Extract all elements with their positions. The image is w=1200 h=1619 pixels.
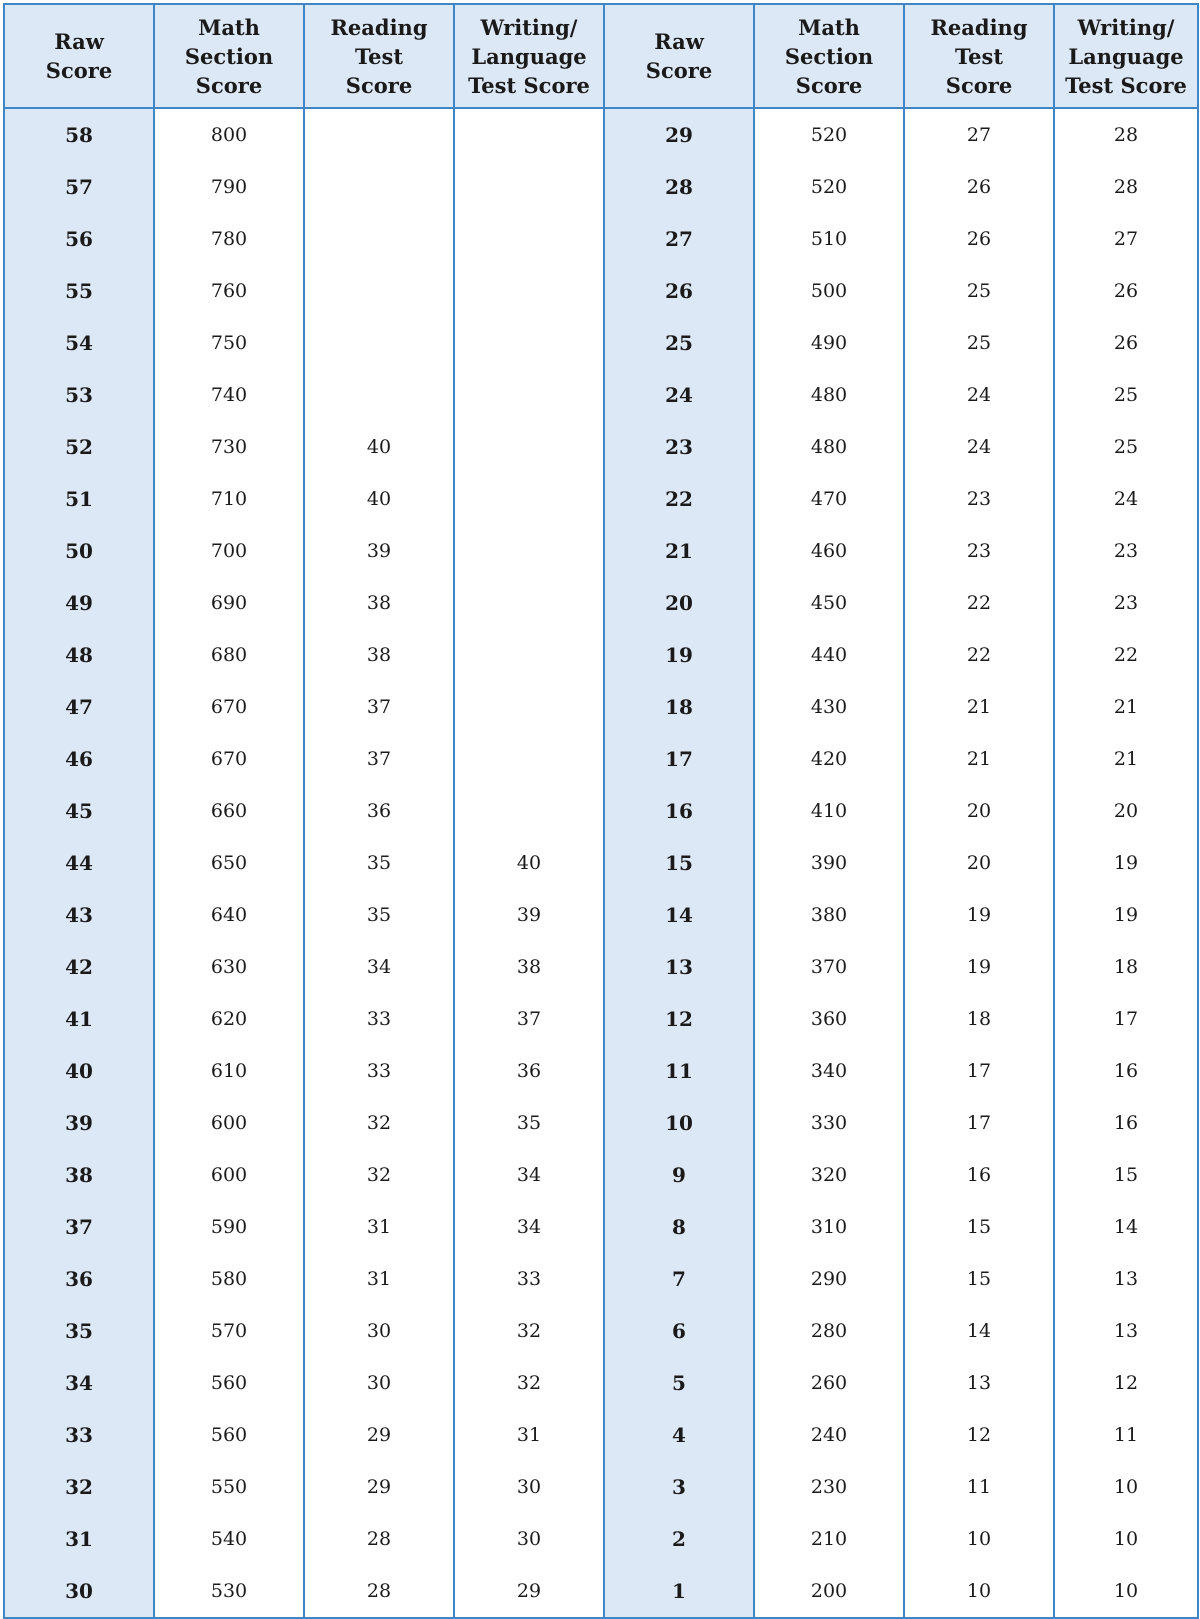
writing-language-test-score-cell (454, 317, 604, 369)
writing-language-test-score-cell: 16 (1054, 1097, 1198, 1149)
table-row (4, 1409, 1198, 1461)
table-row (4, 1513, 1198, 1565)
raw-score-cell: 6 (604, 1305, 754, 1357)
reading-test-score-cell: 23 (904, 473, 1054, 525)
reading-test-score-cell: 15 (904, 1253, 1054, 1305)
math-section-score-cell: 370 (754, 941, 904, 993)
writing-language-test-score-cell: 21 (1054, 733, 1198, 785)
math-section-score-cell: 780 (154, 213, 304, 265)
writing-language-test-score-cell: 25 (1054, 369, 1198, 421)
reading-test-score-cell: 21 (904, 681, 1054, 733)
raw-score-cell: 51 (4, 473, 154, 525)
reading-test-score-cell: 38 (304, 629, 454, 681)
reading-test-score-cell: 12 (904, 1409, 1054, 1461)
reading-test-score-cell: 31 (304, 1201, 454, 1253)
table-body (4, 108, 1198, 1618)
raw-score-cell: 44 (4, 837, 154, 889)
writing-language-test-score-cell (454, 265, 604, 317)
reading-test-score-header-left (304, 4, 454, 108)
raw-score-cell: 50 (4, 525, 154, 577)
writing-language-test-score-cell: 39 (454, 889, 604, 941)
math-section-score-cell: 710 (154, 473, 304, 525)
writing-language-test-score-cell: 25 (1054, 421, 1198, 473)
table-row (4, 473, 1198, 525)
header-line: Score (345, 72, 413, 98)
math-section-score-cell: 560 (154, 1409, 304, 1461)
header-line: Test (954, 43, 1004, 69)
raw-score-cell: 46 (4, 733, 154, 785)
reading-test-score-cell: 40 (304, 421, 454, 473)
reading-test-score-cell (304, 265, 454, 317)
writing-language-test-score-cell: 19 (1054, 889, 1198, 941)
reading-test-score-cell: 19 (904, 889, 1054, 941)
reading-test-score-cell: 29 (304, 1461, 454, 1513)
table-row (4, 525, 1198, 577)
writing-language-test-score-cell: 26 (1054, 317, 1198, 369)
math-section-score-cell: 480 (754, 421, 904, 473)
math-section-score-cell: 200 (754, 1565, 904, 1618)
writing-language-test-score-header-right (1054, 4, 1198, 108)
reading-test-score-cell: 22 (904, 629, 1054, 681)
math-section-score-cell: 230 (754, 1461, 904, 1513)
header-line: Reading (330, 14, 428, 40)
reading-test-score-cell: 30 (304, 1357, 454, 1409)
writing-language-test-score-cell (454, 369, 604, 421)
raw-score-header-left (4, 4, 154, 108)
table-row (4, 577, 1198, 629)
raw-score-cell: 26 (604, 265, 754, 317)
reading-test-score-cell: 10 (904, 1513, 1054, 1565)
header-line: Score (645, 58, 713, 83)
raw-score-cell: 29 (604, 108, 754, 161)
writing-language-test-score-cell (454, 733, 604, 785)
math-section-score-cell: 360 (754, 993, 904, 1045)
writing-language-test-score-cell: 26 (1054, 265, 1198, 317)
raw-score-cell: 11 (604, 1045, 754, 1097)
reading-test-score-cell: 38 (304, 577, 454, 629)
raw-score-cell: 39 (4, 1097, 154, 1149)
raw-score-cell: 1 (604, 1565, 754, 1618)
table-row (4, 213, 1198, 265)
math-section-score-cell: 650 (154, 837, 304, 889)
raw-score-cell: 41 (4, 993, 154, 1045)
reading-test-score-cell: 24 (904, 421, 1054, 473)
header-line: Score (195, 72, 263, 98)
reading-test-score-cell: 28 (304, 1513, 454, 1565)
writing-language-test-score-cell (454, 421, 604, 473)
writing-language-test-score-cell: 10 (1054, 1513, 1198, 1565)
reading-test-score-cell: 18 (904, 993, 1054, 1045)
raw-score-cell: 55 (4, 265, 154, 317)
table-row (4, 1565, 1198, 1618)
math-section-score-cell: 600 (154, 1097, 304, 1149)
math-section-score-cell: 570 (154, 1305, 304, 1357)
writing-language-test-score-cell (454, 785, 604, 837)
math-section-score-cell: 380 (754, 889, 904, 941)
writing-language-test-score-cell: 13 (1054, 1253, 1198, 1305)
writing-language-test-score-cell: 27 (1054, 213, 1198, 265)
writing-language-test-score-cell: 38 (454, 941, 604, 993)
header-line: Language (1068, 43, 1184, 69)
reading-test-score-cell: 26 (904, 213, 1054, 265)
raw-score-cell: 16 (604, 785, 754, 837)
math-section-score-cell: 490 (754, 317, 904, 369)
raw-score-cell: 15 (604, 837, 754, 889)
math-section-score-cell: 280 (754, 1305, 904, 1357)
table-row (4, 369, 1198, 421)
raw-score-cell: 24 (604, 369, 754, 421)
table-row (4, 993, 1198, 1045)
math-section-score-cell: 420 (754, 733, 904, 785)
raw-score-cell: 35 (4, 1305, 154, 1357)
table-row (4, 785, 1198, 837)
header-line: Language (471, 43, 587, 69)
reading-test-score-cell: 15 (904, 1201, 1054, 1253)
raw-score-cell: 32 (4, 1461, 154, 1513)
raw-score-cell: 47 (4, 681, 154, 733)
reading-test-score-cell: 16 (904, 1149, 1054, 1201)
math-section-score-cell: 480 (754, 369, 904, 421)
reading-test-score-cell: 29 (304, 1409, 454, 1461)
reading-test-score-cell (304, 317, 454, 369)
math-section-score-cell: 750 (154, 317, 304, 369)
math-section-score-cell: 540 (154, 1513, 304, 1565)
math-section-score-cell: 590 (154, 1201, 304, 1253)
reading-test-score-cell: 25 (904, 265, 1054, 317)
math-section-score-cell: 410 (754, 785, 904, 837)
writing-language-test-score-cell: 14 (1054, 1201, 1198, 1253)
table-row (4, 733, 1198, 785)
table-row (4, 941, 1198, 993)
math-section-score-cell: 560 (154, 1357, 304, 1409)
writing-language-test-score-cell (454, 681, 604, 733)
math-section-score-cell: 430 (754, 681, 904, 733)
math-section-score-cell: 550 (154, 1461, 304, 1513)
writing-language-test-score-cell (454, 108, 604, 161)
math-section-score-cell: 610 (154, 1045, 304, 1097)
math-section-score-cell: 520 (754, 161, 904, 213)
header-line: Score (945, 72, 1013, 98)
math-section-score-cell: 500 (754, 265, 904, 317)
raw-score-cell: 36 (4, 1253, 154, 1305)
writing-language-test-score-cell: 11 (1054, 1409, 1198, 1461)
math-section-score-cell: 580 (154, 1253, 304, 1305)
reading-test-score-cell: 22 (904, 577, 1054, 629)
header-line: Raw (654, 29, 704, 54)
reading-test-score-cell: 11 (904, 1461, 1054, 1513)
raw-score-cell: 18 (604, 681, 754, 733)
writing-language-test-score-cell (454, 161, 604, 213)
raw-score-cell: 33 (4, 1409, 154, 1461)
raw-score-cell: 21 (604, 525, 754, 577)
header-line: Math (798, 14, 860, 40)
math-section-score-cell: 740 (154, 369, 304, 421)
header-line: Math (198, 14, 260, 40)
raw-score-cell: 2 (604, 1513, 754, 1565)
table-row (4, 1305, 1198, 1357)
reading-test-score-cell: 25 (904, 317, 1054, 369)
raw-score-cell: 9 (604, 1149, 754, 1201)
math-section-score-cell: 460 (754, 525, 904, 577)
header-line: Score (45, 58, 113, 83)
reading-test-score-cell: 39 (304, 525, 454, 577)
raw-score-cell: 4 (604, 1409, 754, 1461)
writing-language-test-score-cell: 35 (454, 1097, 604, 1149)
score-conversion-table (3, 3, 1199, 1619)
table-row (4, 629, 1198, 681)
reading-test-score-cell (304, 213, 454, 265)
math-section-score-cell: 440 (754, 629, 904, 681)
reading-test-score-cell: 33 (304, 1045, 454, 1097)
reading-test-score-cell: 21 (904, 733, 1054, 785)
table-header (4, 4, 1198, 108)
reading-test-score-cell: 20 (904, 837, 1054, 889)
table-row (4, 1149, 1198, 1201)
raw-score-cell: 34 (4, 1357, 154, 1409)
math-section-score-cell: 510 (754, 213, 904, 265)
writing-language-test-score-cell: 21 (1054, 681, 1198, 733)
raw-score-cell: 22 (604, 473, 754, 525)
raw-score-cell: 5 (604, 1357, 754, 1409)
math-section-score-header-right (754, 4, 904, 108)
writing-language-test-score-cell (454, 525, 604, 577)
raw-score-cell: 28 (604, 161, 754, 213)
table-row (4, 1357, 1198, 1409)
writing-language-test-score-cell: 28 (1054, 108, 1198, 161)
reading-test-score-cell: 35 (304, 889, 454, 941)
math-section-score-cell: 260 (754, 1357, 904, 1409)
header-line: Raw (54, 29, 104, 54)
writing-language-test-score-cell: 12 (1054, 1357, 1198, 1409)
reading-test-score-cell: 37 (304, 681, 454, 733)
writing-language-test-score-cell: 18 (1054, 941, 1198, 993)
math-section-score-cell: 730 (154, 421, 304, 473)
reading-test-score-cell: 10 (904, 1565, 1054, 1618)
reading-test-score-cell: 33 (304, 993, 454, 1045)
math-section-score-cell: 680 (154, 629, 304, 681)
reading-test-score-cell: 37 (304, 733, 454, 785)
raw-score-cell: 48 (4, 629, 154, 681)
math-section-score-cell: 330 (754, 1097, 904, 1149)
table-row (4, 265, 1198, 317)
writing-language-test-score-cell (454, 473, 604, 525)
raw-score-cell: 10 (604, 1097, 754, 1149)
reading-test-score-cell (304, 161, 454, 213)
raw-score-cell: 45 (4, 785, 154, 837)
writing-language-test-score-cell: 40 (454, 837, 604, 889)
raw-score-header-right (604, 4, 754, 108)
writing-language-test-score-cell: 32 (454, 1305, 604, 1357)
table-row (4, 1045, 1198, 1097)
writing-language-test-score-cell: 10 (1054, 1565, 1198, 1618)
writing-language-test-score-cell: 36 (454, 1045, 604, 1097)
writing-language-test-score-cell: 10 (1054, 1461, 1198, 1513)
math-section-score-cell: 760 (154, 265, 304, 317)
header-row (4, 4, 1198, 108)
math-section-score-cell: 670 (154, 681, 304, 733)
raw-score-cell: 43 (4, 889, 154, 941)
raw-score-cell: 7 (604, 1253, 754, 1305)
raw-score-cell: 14 (604, 889, 754, 941)
table-row (4, 317, 1198, 369)
raw-score-cell: 37 (4, 1201, 154, 1253)
math-section-score-cell: 600 (154, 1149, 304, 1201)
writing-language-test-score-cell (454, 629, 604, 681)
reading-test-score-cell: 34 (304, 941, 454, 993)
reading-test-score-cell: 31 (304, 1253, 454, 1305)
math-section-score-cell: 240 (754, 1409, 904, 1461)
raw-score-cell: 30 (4, 1565, 154, 1618)
writing-language-test-score-cell: 20 (1054, 785, 1198, 837)
reading-test-score-cell: 36 (304, 785, 454, 837)
math-section-score-cell: 530 (154, 1565, 304, 1618)
header-line: Reading (930, 14, 1028, 40)
writing-language-test-score-cell: 13 (1054, 1305, 1198, 1357)
writing-language-test-score-cell: 34 (454, 1201, 604, 1253)
raw-score-cell: 19 (604, 629, 754, 681)
raw-score-cell: 58 (4, 108, 154, 161)
table-row (4, 889, 1198, 941)
raw-score-cell: 54 (4, 317, 154, 369)
raw-score-cell: 3 (604, 1461, 754, 1513)
math-section-score-cell: 670 (154, 733, 304, 785)
writing-language-test-score-cell: 24 (1054, 473, 1198, 525)
table-row (4, 681, 1198, 733)
table-row (4, 1253, 1198, 1305)
reading-test-score-cell (304, 108, 454, 161)
raw-score-cell: 17 (604, 733, 754, 785)
header-line: Section (184, 43, 274, 69)
math-section-score-cell: 640 (154, 889, 304, 941)
writing-language-test-score-cell: 23 (1054, 525, 1198, 577)
math-section-score-cell: 800 (154, 108, 304, 161)
math-section-score-cell: 290 (754, 1253, 904, 1305)
writing-language-test-score-cell: 33 (454, 1253, 604, 1305)
table-row (4, 1201, 1198, 1253)
writing-language-test-score-cell: 37 (454, 993, 604, 1045)
raw-score-cell: 38 (4, 1149, 154, 1201)
writing-language-test-score-cell: 32 (454, 1357, 604, 1409)
table-row (4, 421, 1198, 473)
reading-test-score-cell (304, 369, 454, 421)
writing-language-test-score-cell: 28 (1054, 161, 1198, 213)
raw-score-cell: 23 (604, 421, 754, 473)
header-line: Writing/ (480, 14, 578, 40)
math-section-score-cell: 630 (154, 941, 304, 993)
writing-language-test-score-cell: 23 (1054, 577, 1198, 629)
writing-language-test-score-cell (454, 577, 604, 629)
table-row (4, 1097, 1198, 1149)
math-section-score-cell: 700 (154, 525, 304, 577)
raw-score-cell: 57 (4, 161, 154, 213)
math-section-score-cell: 320 (754, 1149, 904, 1201)
header-line: Test (354, 43, 404, 69)
raw-score-cell: 20 (604, 577, 754, 629)
reading-test-score-cell: 20 (904, 785, 1054, 837)
table-row (4, 161, 1198, 213)
math-section-score-cell: 620 (154, 993, 304, 1045)
raw-score-cell: 25 (604, 317, 754, 369)
reading-test-score-cell: 23 (904, 525, 1054, 577)
math-section-score-cell: 340 (754, 1045, 904, 1097)
writing-language-test-score-cell: 30 (454, 1513, 604, 1565)
reading-test-score-header-right (904, 4, 1054, 108)
math-section-score-cell: 310 (754, 1201, 904, 1253)
table-row (4, 837, 1198, 889)
math-section-score-cell: 390 (754, 837, 904, 889)
header-line: Test Score (468, 72, 590, 98)
reading-test-score-cell: 40 (304, 473, 454, 525)
reading-test-score-cell: 14 (904, 1305, 1054, 1357)
raw-score-cell: 8 (604, 1201, 754, 1253)
writing-language-test-score-cell: 30 (454, 1461, 604, 1513)
writing-language-test-score-header-left (454, 4, 604, 108)
reading-test-score-cell: 26 (904, 161, 1054, 213)
writing-language-test-score-cell: 22 (1054, 629, 1198, 681)
reading-test-score-cell: 13 (904, 1357, 1054, 1409)
raw-score-cell: 12 (604, 993, 754, 1045)
math-section-score-cell: 470 (754, 473, 904, 525)
reading-test-score-cell: 28 (304, 1565, 454, 1618)
raw-score-cell: 40 (4, 1045, 154, 1097)
header-line: Test Score (1065, 72, 1187, 98)
math-section-score-cell: 660 (154, 785, 304, 837)
writing-language-test-score-cell: 17 (1054, 993, 1198, 1045)
reading-test-score-cell: 32 (304, 1097, 454, 1149)
header-line: Score (795, 72, 863, 98)
raw-score-cell: 53 (4, 369, 154, 421)
math-section-score-cell: 690 (154, 577, 304, 629)
math-section-score-cell: 450 (754, 577, 904, 629)
raw-score-cell: 56 (4, 213, 154, 265)
math-section-score-header-left (154, 4, 304, 108)
table-row (4, 1461, 1198, 1513)
reading-test-score-cell: 19 (904, 941, 1054, 993)
math-section-score-cell: 210 (754, 1513, 904, 1565)
reading-test-score-cell: 30 (304, 1305, 454, 1357)
reading-test-score-cell: 24 (904, 369, 1054, 421)
writing-language-test-score-cell (454, 213, 604, 265)
reading-test-score-cell: 17 (904, 1097, 1054, 1149)
table-row (4, 108, 1198, 161)
writing-language-test-score-cell: 31 (454, 1409, 604, 1461)
raw-score-cell: 31 (4, 1513, 154, 1565)
raw-score-cell: 42 (4, 941, 154, 993)
math-section-score-cell: 520 (754, 108, 904, 161)
writing-language-test-score-cell: 19 (1054, 837, 1198, 889)
reading-test-score-cell: 17 (904, 1045, 1054, 1097)
header-line: Section (784, 43, 874, 69)
raw-score-cell: 27 (604, 213, 754, 265)
reading-test-score-cell: 32 (304, 1149, 454, 1201)
raw-score-cell: 49 (4, 577, 154, 629)
writing-language-test-score-cell: 29 (454, 1565, 604, 1618)
writing-language-test-score-cell: 15 (1054, 1149, 1198, 1201)
writing-language-test-score-cell: 16 (1054, 1045, 1198, 1097)
writing-language-test-score-cell: 34 (454, 1149, 604, 1201)
math-section-score-cell: 790 (154, 161, 304, 213)
reading-test-score-cell: 35 (304, 837, 454, 889)
raw-score-cell: 13 (604, 941, 754, 993)
header-line: Writing/ (1077, 14, 1175, 40)
reading-test-score-cell: 27 (904, 108, 1054, 161)
raw-score-cell: 52 (4, 421, 154, 473)
